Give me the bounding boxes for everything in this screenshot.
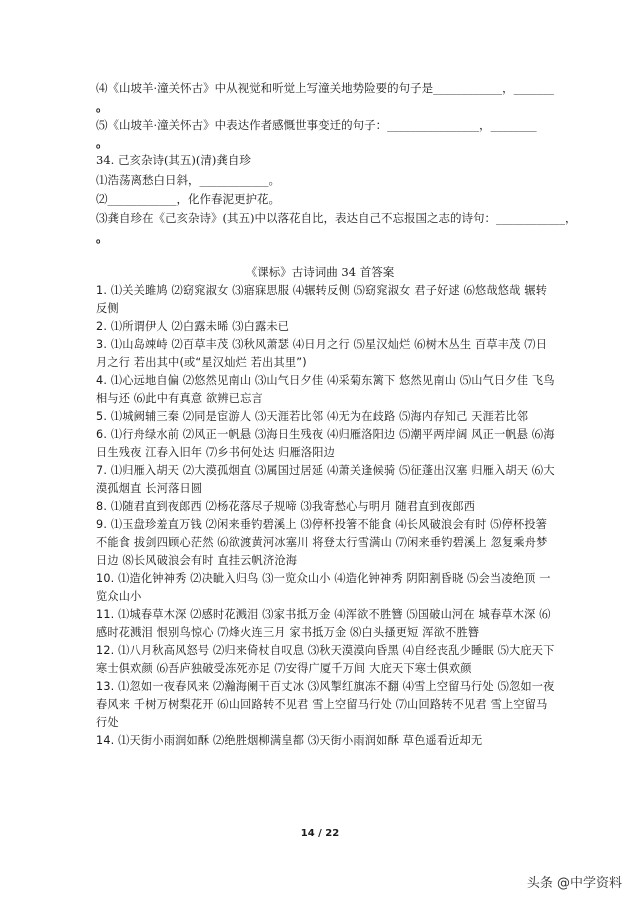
answer-item: 6. ⑴行舟绿水前 ⑵风正一帆悬 ⑶海日生残夜 ⑷归雁洛阳边 ⑸潮平两岸阔 风正一帆悬 ⑹海日生残夜 江春入旧年 ⑺乡书何处达 归雁洛阳边 [96,428,555,459]
answer-item: 3. ⑴山岛竦峙 ⑵百草丰茂 ⑶秋风萧瑟 ⑷日月之行 ⑸星汉灿烂 ⑹树木丛生 百草丰茂 ⑺日月之行 若出其中(或“星汉灿烂 若出其里”) [96,338,548,369]
question-5-shanpoyang: ⑸《山坡羊·潼关怀古》中表达作者感慨世事变迁的句子：________________，________ [96,118,537,132]
answer-item: 12. ⑴八月秋高风怒号 ⑵归来倚杖自叹息 ⑶秋天漠漠向昏黑 ⑷自经丧乱少睡眠 ⑸大庇天下寒士俱欢颜 ⑹吾庐独破受冻死亦足 ⑺安得广厦千万间 大庇天下寒士俱欢颜 [96,644,555,675]
question-4-shanpoyang: ⑷《山坡羊·潼关怀古》中从视觉和听觉上写潼关地势险要的句子是____________，_______ [96,81,554,95]
page-number: 14 / 22 [300,828,340,839]
line-end-mark: 。 [96,231,109,245]
line-end-mark: 。 [96,100,109,114]
answer-item: 8. ⑴随君直到夜郎西 ⑵杨花落尽子规啼 ⑶我寄愁心与明月 随君直到夜郎西 [96,500,476,513]
answers-title: 《课标》古诗词曲 34 首答案 [245,265,395,279]
answer-item: 7. ⑴归雁入胡天 ⑵大漠孤烟直 ⑶属国过居延 ⑷萧关逢候骑 ⑸征蓬出汉塞 归雁入胡天 ⑹大漠孤烟直 长河落日圆 [96,464,555,495]
answer-item: 9. ⑴玉盘珍羞直万钱 ⑵闲来垂钓碧溪上 ⑶停杯投箸不能食 ⑷长风破浪会有时 ⑸停杯投箸不能食 拔剑四顾心茫然 ⑹欲渡黄河冰塞川 将登太行雪满山 ⑺闲来垂钓碧溪上 忽复乘舟梦日边 ⑻长风破浪会有时 直挂云帆济沧海 [96,518,548,567]
answer-item: 4. ⑴心远地自偏 ⑵悠然见南山 ⑶山气日夕佳 ⑷采菊东篱下 悠然见南山 ⑸山气日夕佳 飞鸟相与还 ⑹此中有真意 欲辨已忘言 [96,374,555,405]
line-end-mark: 。 [96,136,109,150]
question-34-2: ⑵____________，化作春泥更护花。 [96,192,280,206]
question-34-1: ⑴浩荡离愁白日斜，____________。 [96,173,280,187]
answer-item: 1. ⑴关关雎鸠 ⑵窈窕淑女 ⑶寤寐思服 ⑷辗转反侧 ⑸窈窕淑女 君子好逑 ⑹悠哉悠哉 辗转反侧 [96,284,548,315]
question-34-3: ⑶龚自珍在《己亥杂诗》(其五)中以落花自比，表达自己不忘报国之志的诗句：____________， [96,211,577,225]
answer-item: 10. ⑴造化钟神秀 ⑵决眦入归鸟 ⑶一览众山小 ⑷造化钟神秀 阴阳割昏晓 ⑸会当凌绝顶 一览众山小 [96,572,551,603]
answer-item: 14. ⑴天街小雨润如酥 ⑵绝胜烟柳满皇都 ⑶天街小雨润如酥 草色遥看近却无 [96,734,483,747]
answer-item: 11. ⑴城春草木深 ⑵感时花溅泪 ⑶家书抵万金 ⑷浑欲不胜簪 ⑸国破山河在 城春草木深 ⑹感时花溅泪 恨别鸟惊心 ⑺烽火连三月 家书抵万金 ⑻白头搔更短 浑欲不胜簪 [96,608,551,639]
answer-item: 13. ⑴忽如一夜春风来 ⑵瀚海阑干百丈冰 ⑶风掣红旗冻不翻 ⑷雪上空留马行处 ⑸忽如一夜春风来 千树万树梨花开 ⑹山回路转不见君 雪上空留马行处 ⑺山回路转不见君 雪上空留马行处 [96,680,555,729]
answers-list [96,282,556,750]
poem-34-heading: 34. 己亥杂诗(其五)(清)龚自珍 [96,153,251,167]
answer-item: 5. ⑴城阙辅三秦 ⑵同是宦游人 ⑶天涯若比邻 ⑷无为在歧路 ⑸海内存知己 天涯若比邻 [96,410,529,423]
watermark: 头条 @中学资料 [526,876,622,891]
answer-item: 2. ⑴所谓伊人 ⑵白露未晞 ⑶白露未已 [96,320,290,333]
